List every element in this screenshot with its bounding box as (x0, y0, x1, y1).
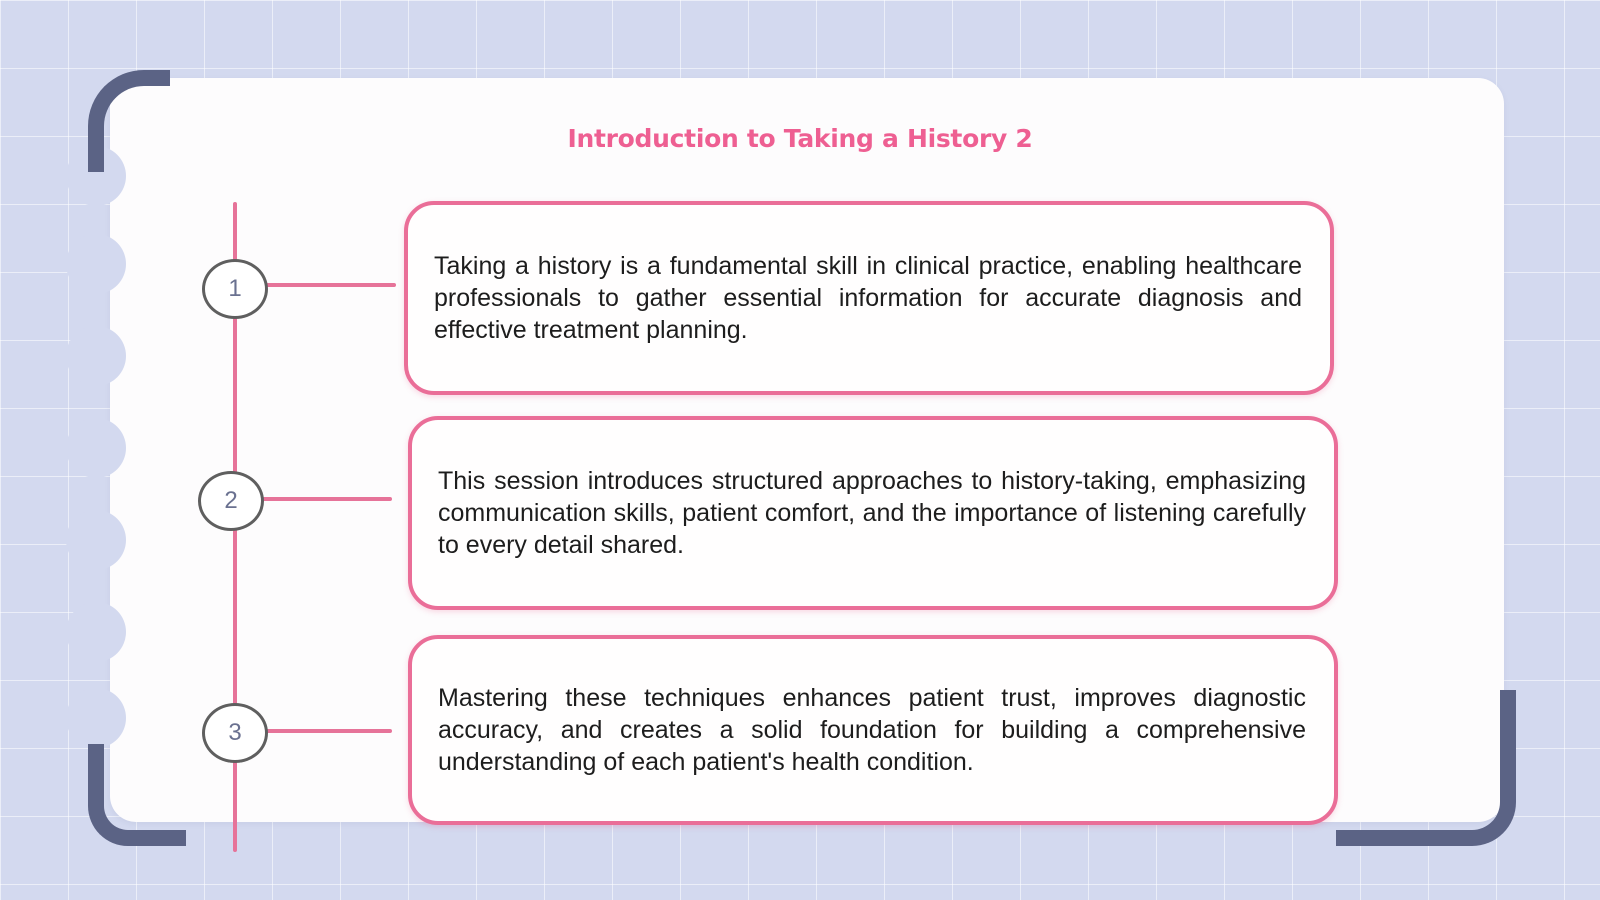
timeline-node-2: 2 (198, 471, 264, 531)
timeline-connector-1 (266, 283, 396, 287)
timeline-connector-3 (266, 729, 392, 733)
timeline-node-3: 3 (202, 703, 268, 763)
timeline-box-1 (404, 201, 1334, 395)
timeline-box-3 (408, 635, 1338, 825)
timeline-box-2 (408, 416, 1338, 610)
slide-title: Introduction to Taking a History 2 (567, 124, 1033, 153)
timeline-node-1: 1 (202, 259, 268, 319)
timeline-text-1: Taking a history is a fundamental skill in clinical practice, enabling healthcare professionals to gather essential information for accurate diagnosis and effective treatment planning. (434, 252, 1302, 344)
frame-corner-bottom-left (88, 744, 186, 846)
frame-corner-bottom-right (1336, 690, 1516, 846)
frame-corner-top-left (88, 70, 170, 172)
timeline-text-2: This session introduces structured approaches to history-taking, emphasizing communication skills, patient comfort, and the importance of listening carefully to every detail shared. (438, 467, 1306, 559)
timeline-connector-2 (262, 497, 392, 501)
timeline-text-3: Mastering these techniques enhances patient trust, improves diagnostic accuracy, and creates a solid foundation for building a comprehensive understanding of each patient's health condition. (438, 684, 1306, 776)
